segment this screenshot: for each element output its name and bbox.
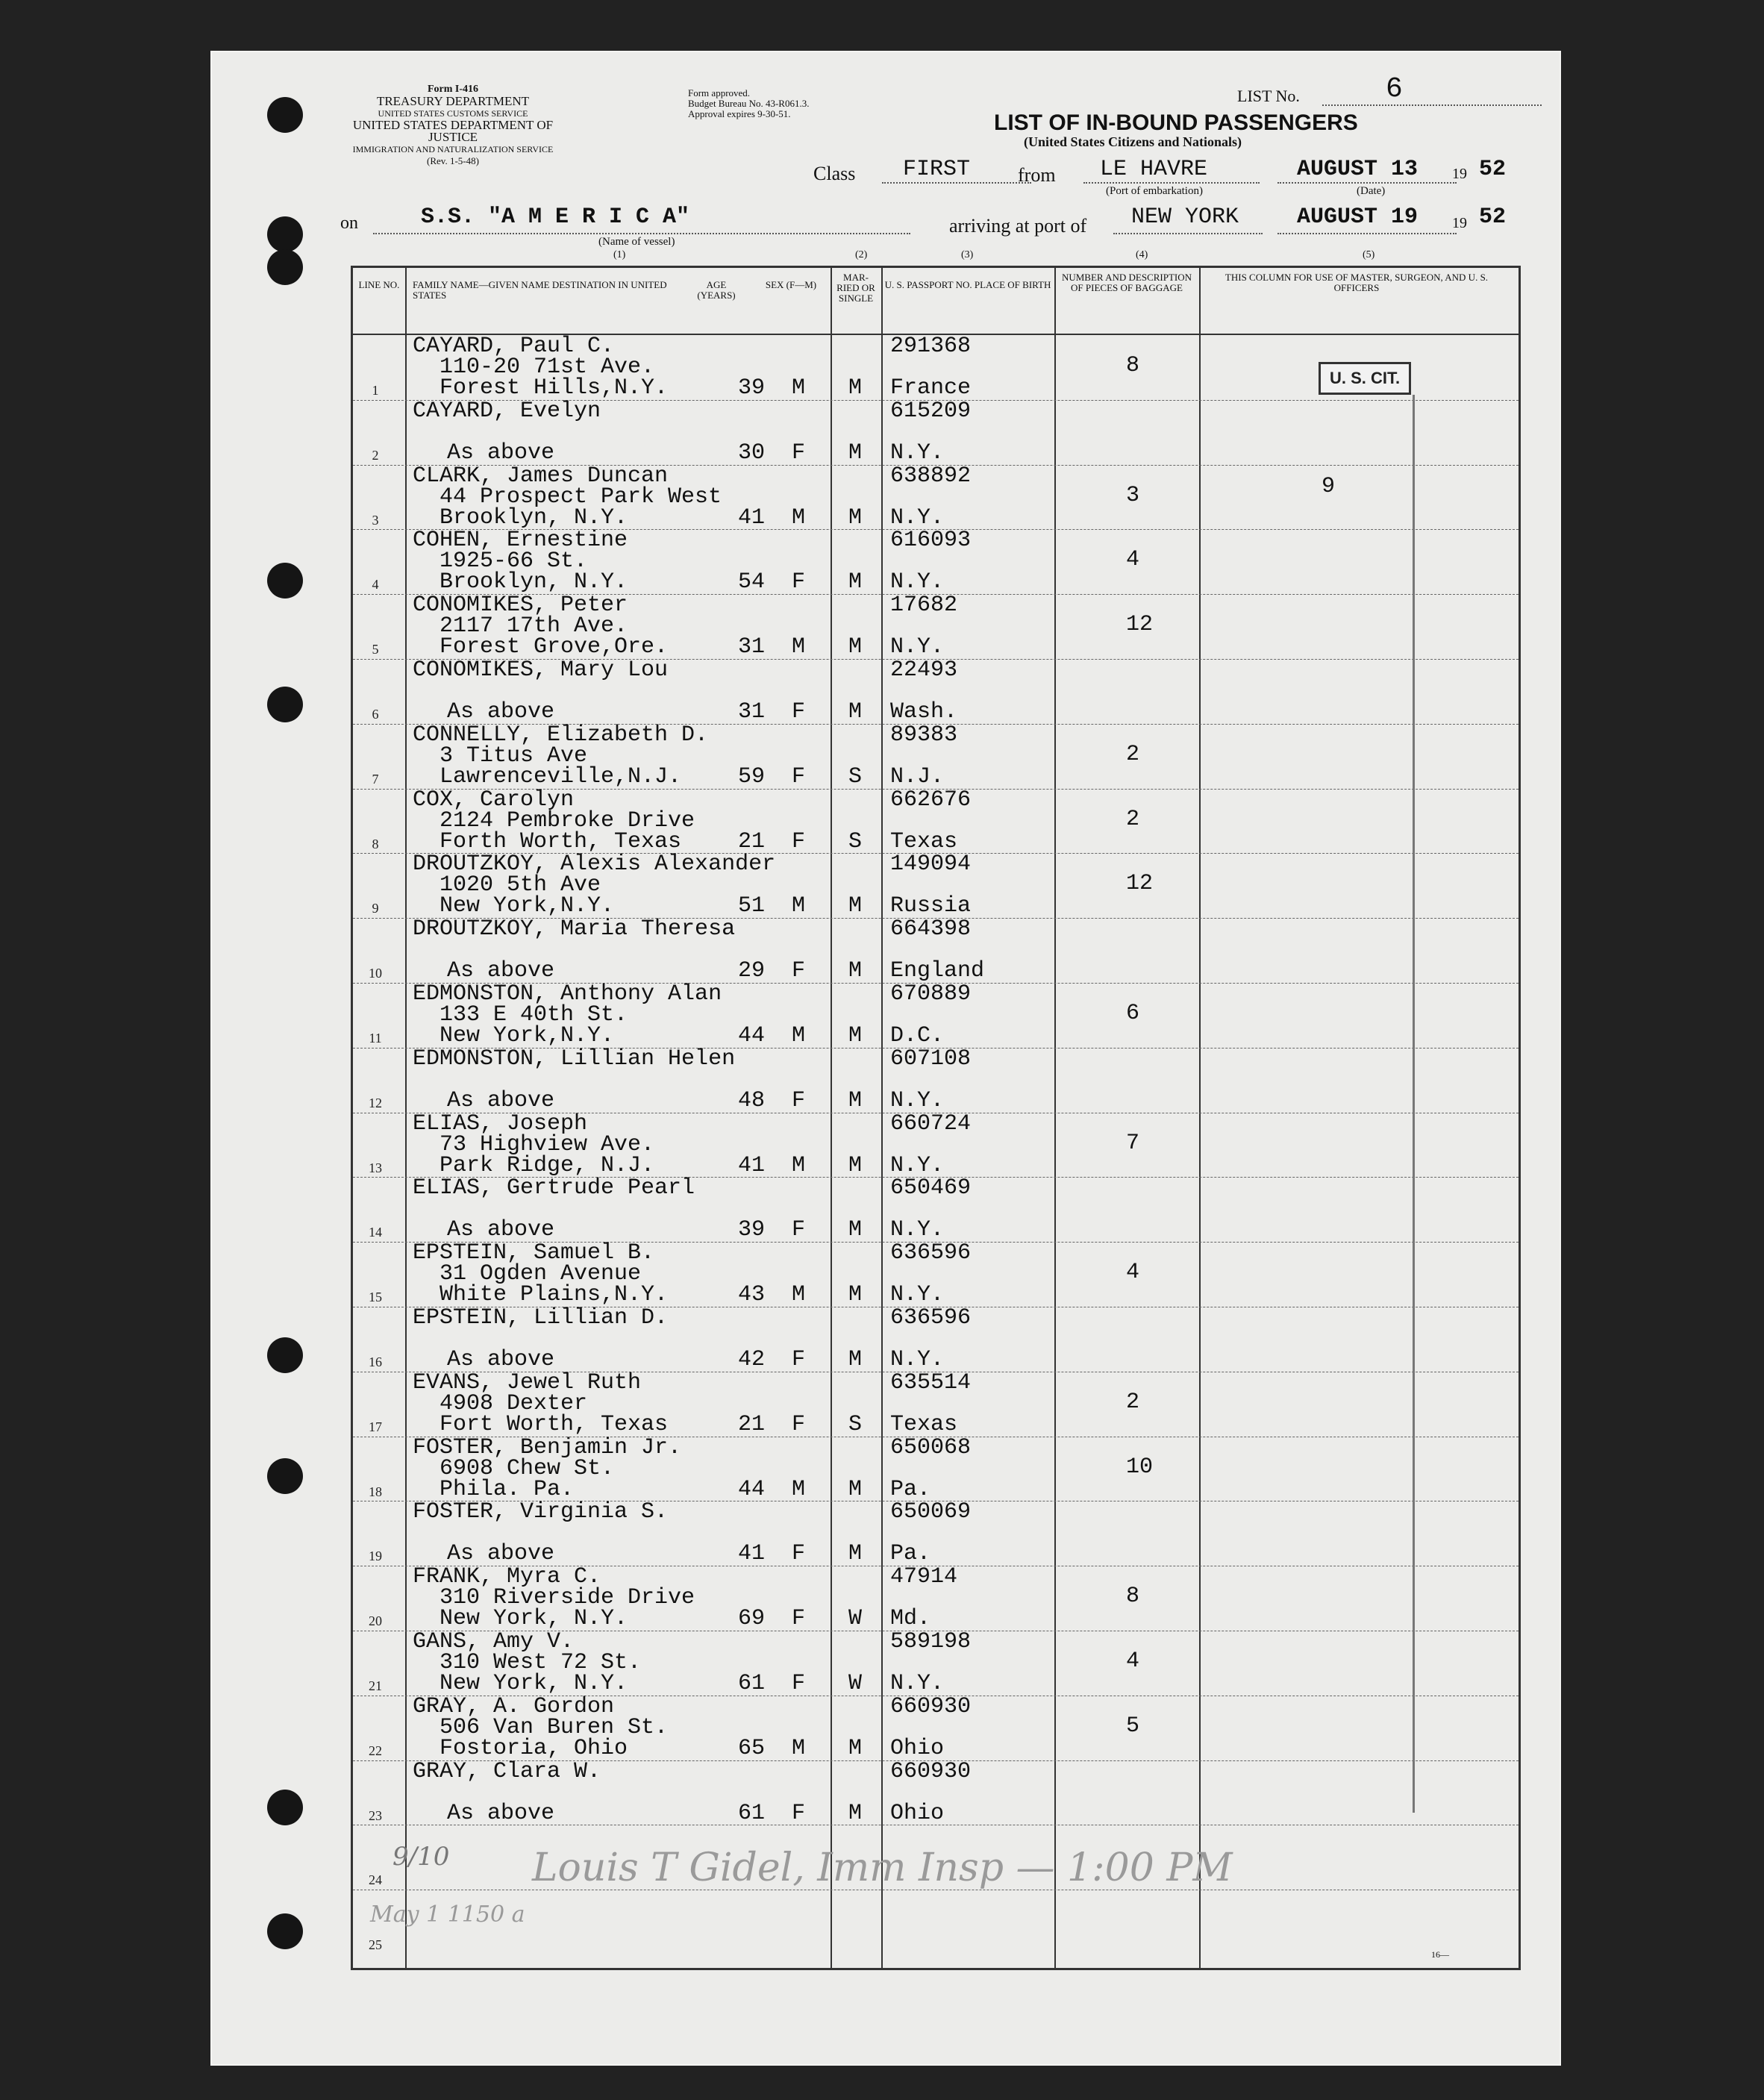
passenger-name: CONNELLY, Elizabeth D. (413, 722, 709, 748)
line-number: 23 (369, 1807, 382, 1823)
colnum-1: (1) (613, 249, 626, 260)
birth-place: France (890, 375, 972, 401)
baggage-count: 7 (1126, 1130, 1140, 1156)
passenger-age: 41 (738, 1152, 766, 1178)
passenger-address: 1925-66 St. (440, 549, 588, 575)
passenger-destination: As above (447, 958, 555, 984)
inspector-signature: Louis T Gidel, Imm Insp — 1:00 PM (532, 1846, 1233, 1890)
col-sex: SEX (F—M) (765, 279, 817, 290)
baggage-count: 4 (1126, 1260, 1140, 1286)
col-name: FAMILY NAME—GIVEN NAME DESTINATION IN UNITED STATES (413, 279, 667, 301)
col-baggage: NUMBER AND DESCRIPTION OF PIECES OF BAGGAGE (1061, 272, 1192, 293)
passport-number: 22493 (890, 657, 958, 683)
birth-place: N.Y. (890, 634, 945, 660)
punch-hole (267, 97, 303, 133)
passenger-age: 31 (738, 699, 766, 725)
passenger-name: COHEN, Ernestine (413, 528, 628, 554)
passenger-destination: Lawrenceville,N.J. (440, 763, 682, 790)
passenger-marital: W (848, 1606, 863, 1632)
line-number: 22 (369, 1743, 382, 1758)
arriving-label: arriving at port of (949, 215, 1087, 237)
departure-year: 52 (1479, 157, 1507, 182)
baggage-count: 3 (1126, 482, 1140, 508)
passport-number: 660930 (890, 1758, 972, 1784)
birth-place: Russia (890, 893, 972, 919)
baggage-count: 12 (1126, 612, 1154, 638)
passenger-name: CAYARD, Evelyn (413, 398, 601, 424)
line-number: 18 (369, 1484, 382, 1499)
line-number: 20 (369, 1613, 382, 1629)
line-number: 9 (372, 901, 379, 916)
passport-number: 291368 (890, 334, 972, 359)
passport-number: 660724 (890, 1110, 972, 1137)
baggage-count: 4 (1126, 547, 1140, 573)
passenger-age: 61 (738, 1800, 766, 1826)
passenger-name: ELIAS, Joseph (413, 1110, 588, 1137)
margin-note: 9/10 (392, 1842, 450, 1872)
passenger-destination: As above (447, 440, 555, 466)
birth-place: Md. (890, 1606, 931, 1632)
passenger-destination: As above (447, 1347, 555, 1372)
list-no-label: LIST No. (1237, 87, 1300, 105)
us-citizen-stamp: U. S. CIT. (1319, 362, 1411, 395)
officer-note: 9 (1322, 474, 1336, 499)
passport-number: 616093 (890, 528, 972, 554)
passenger-sex: F (792, 1800, 806, 1826)
margin-note-2: May 1 1150 a (370, 1901, 525, 1928)
punch-hole (267, 249, 303, 285)
birth-place: N.Y. (890, 1347, 945, 1372)
passenger-marital: M (848, 1217, 863, 1243)
passport-number: 660930 (890, 1693, 972, 1719)
passenger-destination: Forest Hills,N.Y. (440, 375, 669, 401)
baggage-count: 2 (1126, 741, 1140, 767)
line-number: 19 (369, 1549, 382, 1564)
passenger-sex: F (792, 1541, 806, 1567)
col-age: AGE (YEARS) (697, 279, 736, 301)
passenger-name: EPSTEIN, Lillian D. (413, 1305, 669, 1331)
passenger-sex: M (792, 1023, 806, 1049)
passenger-name: GANS, Amy V. (413, 1629, 575, 1654)
passenger-address: 6908 Chew St. (440, 1455, 615, 1481)
punch-hole (267, 1913, 303, 1949)
line-number: 5 (372, 642, 379, 657)
passenger-marital: M (848, 699, 863, 725)
passport-number: 636596 (890, 1305, 972, 1331)
punch-hole (267, 1458, 303, 1494)
passenger-destination: Park Ridge, N.J. (440, 1152, 655, 1178)
passenger-marital: S (848, 763, 863, 790)
year-prefix-2: 19 (1452, 215, 1467, 231)
passenger-address: 1020 5th Ave (440, 872, 601, 899)
passenger-sex: F (792, 828, 806, 854)
line-number: 1 (372, 383, 379, 398)
approval-block: Form approved. Budget Bureau No. 43-R061.3. Approval expires 9-30-51. (688, 87, 810, 119)
passenger-age: 29 (738, 958, 766, 984)
line-number: 12 (369, 1095, 382, 1110)
passport-number: 638892 (890, 463, 972, 489)
passenger-marital: M (848, 1800, 863, 1826)
passenger-destination: New York,N.Y. (440, 893, 615, 919)
passenger-name: CLARK, James Duncan (413, 463, 669, 489)
line-number: 25 (369, 1937, 382, 1953)
passenger-sex: F (792, 440, 806, 466)
passenger-sex: F (792, 958, 806, 984)
passenger-destination: Brooklyn, N.Y. (440, 504, 628, 531)
passenger-name: FOSTER, Virginia S. (413, 1499, 669, 1525)
birth-place: Ohio (890, 1735, 945, 1761)
passenger-destination: As above (447, 1087, 555, 1113)
passenger-name: EVANS, Jewel Ruth (413, 1369, 642, 1396)
birth-place: N.Y. (890, 1152, 945, 1178)
baggage-count: 5 (1126, 1713, 1140, 1739)
birth-place: N.J. (890, 763, 945, 790)
passenger-destination: Forest Grove,Ore. (440, 634, 669, 660)
passenger-name: CONOMIKES, Mary Lou (413, 657, 669, 683)
baggage-count: 8 (1126, 353, 1140, 378)
passenger-age: 39 (738, 1217, 766, 1243)
birth-place: Texas (890, 1411, 958, 1437)
passenger-age: 21 (738, 828, 766, 854)
passenger-sex: M (792, 1152, 806, 1178)
birth-place: England (890, 958, 985, 984)
birth-place: N.Y. (890, 1282, 945, 1308)
vessel-caption: (Name of vessel) (598, 236, 675, 248)
passenger-marital: S (848, 1411, 863, 1437)
passenger-name: CAYARD, Paul C. (413, 334, 615, 359)
passenger-sex: M (792, 375, 806, 401)
passenger-marital: M (848, 569, 863, 596)
date-caption: (Date) (1357, 185, 1386, 197)
passenger-name: FRANK, Myra C. (413, 1564, 601, 1590)
passenger-marital: M (848, 440, 863, 466)
birth-place: N.Y. (890, 1087, 945, 1113)
list-no-value: 6 (1386, 73, 1403, 105)
passenger-sex: M (792, 1476, 806, 1502)
passenger-destination: Fort Worth, Texas (440, 1411, 669, 1437)
passenger-marital: M (848, 1347, 863, 1372)
passport-number: 650069 (890, 1499, 972, 1525)
line-number: 10 (369, 966, 382, 981)
form-header-left: Form I-416 TREASURY DEPARTMENT UNITED STATES CUSTOMS SERVICE UNITED STATES DEPARTMENT OF JUSTICE IMMIGRATION AND NATURALIZATION SERVICE (Rev. 1-5-48) (352, 84, 554, 166)
passenger-sex: F (792, 763, 806, 790)
passport-number: 149094 (890, 851, 972, 878)
birth-place: D.C. (890, 1023, 945, 1049)
line-number: 2 (372, 447, 379, 463)
line-number: 7 (372, 771, 379, 787)
colnum-4: (4) (1136, 249, 1148, 260)
passport-number: 615209 (890, 398, 972, 424)
passenger-marital: M (848, 504, 863, 531)
passenger-destination: New York,N.Y. (440, 1023, 615, 1049)
on-label: on (340, 213, 358, 233)
passenger-address: 31 Ogden Avenue (440, 1261, 642, 1287)
birth-place: N.Y. (890, 569, 945, 596)
baggage-count: 2 (1126, 806, 1140, 832)
punch-hole (267, 1790, 303, 1825)
col-passport: U. S. PASSPORT NO. PLACE OF BIRTH (884, 279, 1051, 290)
passenger-sex: M (792, 1282, 806, 1308)
passenger-name: ELIAS, Gertrude Pearl (413, 1175, 695, 1201)
line-number: 4 (372, 577, 379, 593)
passenger-address: 2124 Pembroke Drive (440, 807, 695, 834)
birth-place: N.Y. (890, 440, 945, 466)
passenger-age: 31 (738, 634, 766, 660)
passenger-age: 51 (738, 893, 766, 919)
passenger-address: 133 E 40th St. (440, 1002, 628, 1028)
passenger-address: 44 Prospect Park West (440, 484, 722, 510)
passenger-age: 61 (738, 1671, 766, 1696)
passenger-age: 21 (738, 1411, 766, 1437)
passport-number: 47914 (890, 1564, 958, 1590)
passenger-age: 59 (738, 763, 766, 790)
from-value: LE HAVRE (1100, 157, 1208, 182)
passport-number: 670889 (890, 981, 972, 1007)
passenger-destination: White Plains,N.Y. (440, 1282, 669, 1308)
passenger-address: 310 Riverside Drive (440, 1585, 695, 1611)
col-line-no: LINE NO. (358, 279, 400, 290)
birth-place: N.Y. (890, 1217, 945, 1243)
birth-place: Pa. (890, 1541, 931, 1567)
punch-hole (267, 1337, 303, 1373)
punch-hole (267, 216, 303, 252)
manifest-page (210, 51, 1561, 2066)
arrival-date: AUGUST 19 (1297, 204, 1419, 230)
passenger-marital: M (848, 634, 863, 660)
passenger-destination: As above (447, 1541, 555, 1567)
passenger-age: 48 (738, 1087, 766, 1113)
passenger-name: GRAY, A. Gordon (413, 1693, 615, 1719)
passenger-age: 54 (738, 569, 766, 596)
from-label: from (1018, 164, 1056, 186)
passenger-name: GRAY, Clara W. (413, 1758, 601, 1784)
passport-number: 89383 (890, 722, 958, 748)
passenger-name: DROUTZKOY, Maria Theresa (413, 916, 736, 943)
col-officers: THIS COLUMN FOR USE OF MASTER, SURGEON, AND U. S. OFFICERS (1225, 272, 1489, 293)
baggage-count: 10 (1126, 1454, 1154, 1480)
passenger-name: EDMONSTON, Anthony Alan (413, 981, 722, 1007)
birth-place: Pa. (890, 1476, 931, 1502)
passenger-address: 2117 17th Ave. (440, 613, 628, 640)
punch-hole (267, 563, 303, 599)
passenger-sex: M (792, 504, 806, 531)
passenger-name: EDMONSTON, Lillian Helen (413, 1046, 736, 1072)
passport-number: 636596 (890, 1240, 972, 1266)
passport-number: 607108 (890, 1046, 972, 1072)
class-label: Class (813, 163, 856, 184)
line-number: 16 (369, 1354, 382, 1369)
passenger-marital: M (848, 893, 863, 919)
passenger-name: FOSTER, Benjamin Jr. (413, 1434, 682, 1460)
line-number: 11 (369, 1031, 382, 1046)
passenger-destination: New York, N.Y. (440, 1671, 628, 1696)
passenger-marital: M (848, 1087, 863, 1113)
passenger-address: 3 Titus Ave (440, 743, 588, 769)
footer-code: 16— (1431, 1949, 1449, 1960)
baggage-count: 2 (1126, 1389, 1140, 1415)
passenger-name: CONOMIKES, Peter (413, 593, 628, 619)
passenger-address: 310 West 72 St. (440, 1650, 642, 1675)
birth-place: Ohio (890, 1800, 945, 1826)
passenger-sex: F (792, 1411, 806, 1437)
passport-number: 664398 (890, 916, 972, 943)
passenger-marital: M (848, 1541, 863, 1567)
passport-number: 650068 (890, 1434, 972, 1460)
passenger-sex: F (792, 1671, 806, 1696)
passenger-destination: New York, N.Y. (440, 1606, 628, 1632)
passenger-destination: Phila. Pa. (440, 1476, 575, 1502)
page-subtitle: (United States Citizens and Nationals) (1024, 134, 1242, 149)
passenger-destination: Fostoria, Ohio (440, 1735, 628, 1761)
passenger-age: 43 (738, 1282, 766, 1308)
birth-place: N.Y. (890, 504, 945, 531)
port-embark-caption: (Port of embarkation) (1106, 185, 1203, 197)
passenger-marital: M (848, 375, 863, 401)
page-title: LIST OF IN-BOUND PASSENGERS (994, 110, 1358, 135)
passenger-marital: M (848, 1282, 863, 1308)
colnum-3: (3) (961, 249, 974, 260)
passenger-sex: F (792, 1217, 806, 1243)
birth-place: Wash. (890, 699, 958, 725)
birth-place: N.Y. (890, 1671, 945, 1696)
passenger-sex: F (792, 1606, 806, 1632)
line-number: 13 (369, 1160, 382, 1175)
passenger-sex: M (792, 634, 806, 660)
line-number: 21 (369, 1678, 382, 1693)
passenger-age: 39 (738, 375, 766, 401)
passport-number: 17682 (890, 593, 958, 619)
passenger-address: 4908 Dexter (440, 1390, 588, 1416)
passenger-address: 506 Van Buren St. (440, 1714, 669, 1740)
passenger-marital: M (848, 1735, 863, 1761)
passenger-marital: W (848, 1671, 863, 1696)
line-number: 17 (369, 1419, 382, 1434)
punch-hole (267, 687, 303, 722)
passenger-table (351, 266, 1521, 1970)
passenger-marital: S (848, 828, 863, 854)
year-prefix: 19 (1452, 166, 1467, 182)
passport-number: 635514 (890, 1369, 972, 1396)
col-married: MAR- RIED OR SINGLE (836, 272, 875, 304)
passenger-marital: M (848, 1152, 863, 1178)
colnum-5: (5) (1363, 249, 1375, 260)
passenger-marital: M (848, 958, 863, 984)
birth-place: Texas (890, 828, 958, 854)
passenger-address: 73 Highview Ave. (440, 1131, 655, 1157)
baggage-count: 8 (1126, 1584, 1140, 1610)
passenger-name: COX, Carolyn (413, 787, 575, 813)
line-number: 14 (369, 1225, 382, 1240)
arrival-year: 52 (1479, 204, 1507, 230)
passenger-age: 44 (738, 1476, 766, 1502)
passenger-age: 30 (738, 440, 766, 466)
line-number: 24 (369, 1872, 382, 1888)
arrival-port: NEW YORK (1131, 204, 1239, 230)
passenger-age: 44 (738, 1023, 766, 1049)
passenger-destination: Forth Worth, Texas (440, 828, 682, 854)
passenger-sex: F (792, 1347, 806, 1372)
vessel-name: S.S. "A M E R I C A" (421, 204, 690, 230)
passenger-age: 65 (738, 1735, 766, 1761)
passenger-age: 41 (738, 504, 766, 531)
passport-number: 650469 (890, 1175, 972, 1201)
passenger-sex: F (792, 699, 806, 725)
departure-date: AUGUST 13 (1297, 157, 1419, 182)
line-number: 15 (369, 1290, 382, 1305)
baggage-count: 4 (1126, 1649, 1140, 1674)
line-number: 6 (372, 707, 379, 722)
passenger-sex: M (792, 893, 806, 919)
passenger-marital: M (848, 1023, 863, 1049)
passenger-destination: Brooklyn, N.Y. (440, 569, 628, 596)
passenger-age: 69 (738, 1606, 766, 1632)
passenger-age: 42 (738, 1347, 766, 1372)
passenger-destination: As above (447, 1217, 555, 1243)
colnum-2: (2) (855, 249, 868, 260)
passport-number: 589198 (890, 1629, 972, 1654)
passenger-name: EPSTEIN, Samuel B. (413, 1240, 655, 1266)
line-number: 8 (372, 836, 379, 851)
passenger-address: 110-20 71st Ave. (440, 354, 655, 380)
passenger-marital: M (848, 1476, 863, 1502)
passport-number: 662676 (890, 787, 972, 813)
passenger-name: DROUTZKOY, Alexis Alexander (413, 851, 776, 878)
baggage-count: 6 (1126, 1001, 1140, 1026)
passenger-destination: As above (447, 699, 555, 725)
line-number: 3 (372, 512, 379, 528)
class-value: FIRST (903, 157, 971, 182)
passenger-sex: M (792, 1735, 806, 1761)
passenger-sex: F (792, 1087, 806, 1113)
passenger-destination: As above (447, 1800, 555, 1826)
passenger-age: 41 (738, 1541, 766, 1567)
passenger-sex: F (792, 569, 806, 596)
baggage-count: 12 (1126, 871, 1154, 897)
